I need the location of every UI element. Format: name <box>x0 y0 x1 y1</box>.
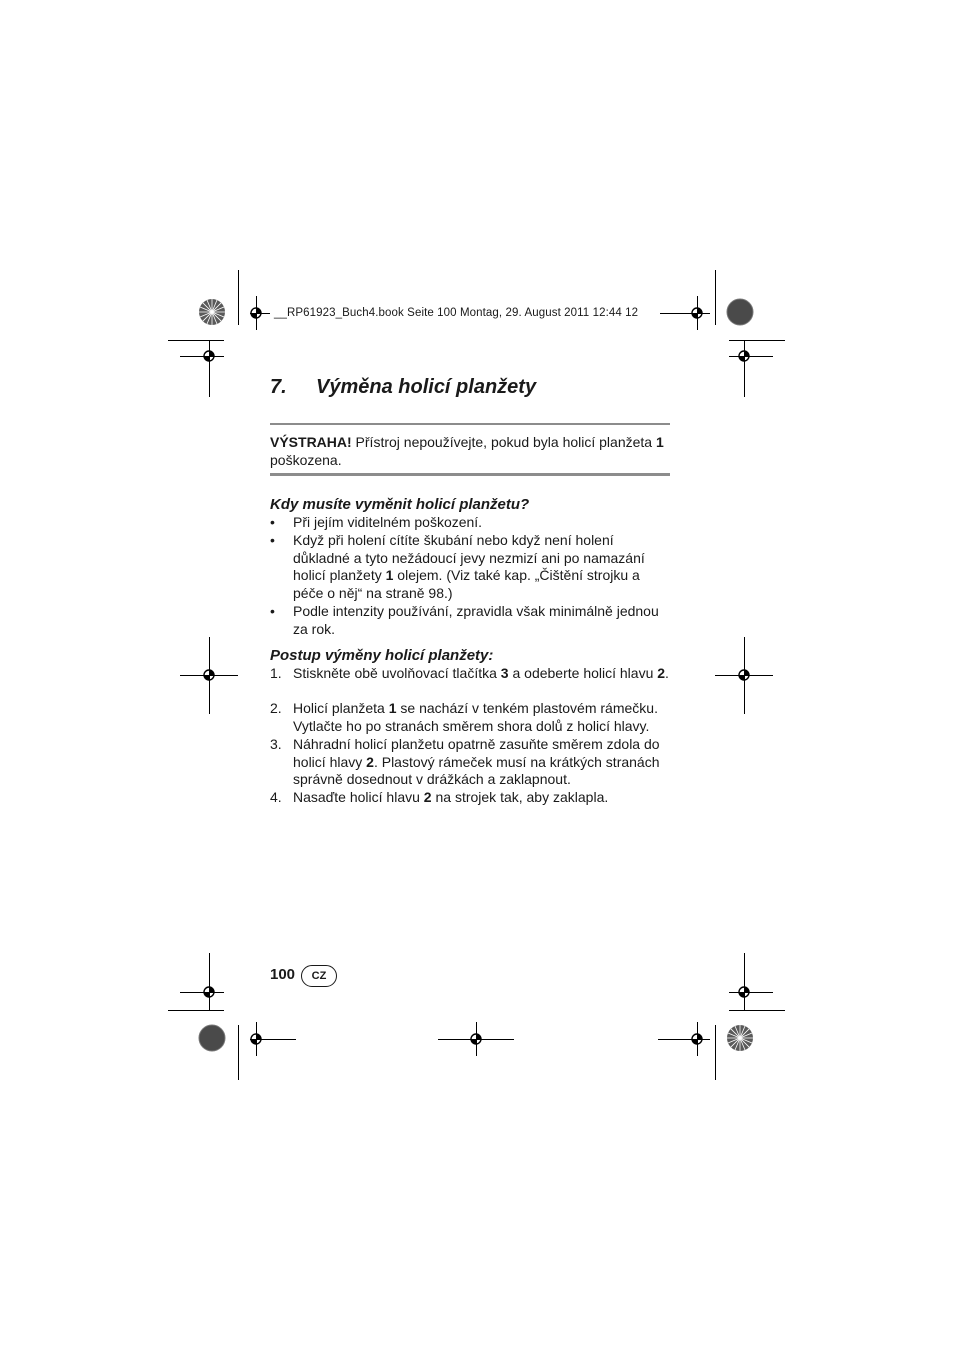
registration-mark-icon <box>202 668 216 682</box>
crop-line <box>168 1010 224 1011</box>
starburst-icon <box>198 1024 226 1052</box>
crop-line <box>238 1025 239 1080</box>
registration-mark-icon <box>469 1032 483 1046</box>
list-item-text: Když při holení cítíte škubání nebo když není holení důkladné a tyto nežádoucí jevy nezmizí ani po namazání holicí planžety 1 olejem. (Viz také kap. „Čištění strojku a péče o něj“ na straně 98.) <box>293 532 645 602</box>
part-ref: 2 <box>366 753 374 770</box>
step-text: Náhradní holicí planžetu opatrně zasuňte směrem zdola do holicí hlavy 2. Plastový rámeček musí na krátkých stranách správně dosednout v drážkách a zaklapnout. <box>293 736 660 788</box>
list-item <box>270 514 670 532</box>
bullet-marker: • <box>270 603 275 619</box>
divider <box>270 423 670 425</box>
chapter-title <box>270 376 536 399</box>
starburst-icon <box>198 298 226 326</box>
starburst-icon <box>726 1024 754 1052</box>
warning-text: Přístroj nepoužívejte, pokud byla holicí planžeta <box>351 434 656 450</box>
step-number: 1. <box>270 665 282 681</box>
registration-mark-icon <box>202 985 216 999</box>
part-ref: 3 <box>500 665 509 681</box>
crop-line <box>715 270 716 325</box>
registration-mark-icon <box>249 306 263 320</box>
print-header: __RP61923_Buch4.book Seite 100 Montag, 29. August 2011 12:44 12 <box>274 307 639 319</box>
crop-line <box>729 356 773 357</box>
step-text: Stiskněte obě uvolňovací tlačítka 3 a odeberte holicí hlavu 2. <box>293 665 669 681</box>
step-number: 3. <box>270 736 282 752</box>
crop-line <box>744 953 745 1010</box>
part-ref: 1 <box>655 434 664 450</box>
warning-text: poškozena. <box>270 452 342 468</box>
registration-mark-icon <box>737 668 751 682</box>
step-item <box>270 736 670 789</box>
warning-label: VÝSTRAHA! <box>270 434 352 450</box>
starburst-icon <box>726 298 754 326</box>
step-text: Nasaďte holicí hlavu 2 na strojek tak, aby zaklapla. <box>293 789 609 805</box>
step-item <box>270 665 670 683</box>
registration-mark-icon <box>202 349 216 363</box>
chapter-number: 7. <box>270 376 287 398</box>
crop-line <box>209 953 210 1010</box>
bullet-marker: • <box>270 532 275 548</box>
bullet-marker: • <box>270 514 275 530</box>
section-heading: Postup výměny holicí planžety: <box>270 647 494 664</box>
step-number: 4. <box>270 789 282 805</box>
crop-line <box>168 340 224 341</box>
crop-line <box>729 1010 785 1011</box>
crop-line <box>729 340 785 341</box>
chapter-title-text: Výměna holicí planžety <box>316 376 537 398</box>
part-ref: 2 <box>423 789 432 805</box>
crop-line <box>715 1025 716 1080</box>
step-item <box>270 700 670 735</box>
registration-mark-icon <box>690 1032 704 1046</box>
part-ref: 1 <box>388 700 397 716</box>
list-item <box>270 603 670 638</box>
section-heading: Kdy musíte vyměnit holicí planžetu? <box>270 496 530 513</box>
registration-mark-icon <box>737 349 751 363</box>
step-item <box>270 789 670 807</box>
crop-line <box>238 270 239 325</box>
step-number: 2. <box>270 700 282 716</box>
page-number: 100 <box>270 966 296 983</box>
list-item-text: Podle intenzity používání, zpravidla však minimálně jednou za rok. <box>293 603 659 637</box>
crop-line <box>729 992 773 993</box>
registration-mark-icon <box>737 985 751 999</box>
part-ref: 2 <box>657 665 666 681</box>
country-badge: CZ <box>301 965 337 987</box>
registration-mark-icon <box>690 306 704 320</box>
registration-mark-icon <box>249 1032 263 1046</box>
list-item-text: Při jejím viditelném poškození. <box>293 514 483 530</box>
step-text: Holicí planžeta 1 se nachází v tenkém plastovém rámečku. Vytlačte ho po stranách směrem shora dolů z holicí hlavy. <box>293 700 658 734</box>
warning-box <box>270 433 670 469</box>
divider <box>270 473 670 476</box>
list-item <box>270 532 670 603</box>
part-ref: 1 <box>385 567 394 584</box>
